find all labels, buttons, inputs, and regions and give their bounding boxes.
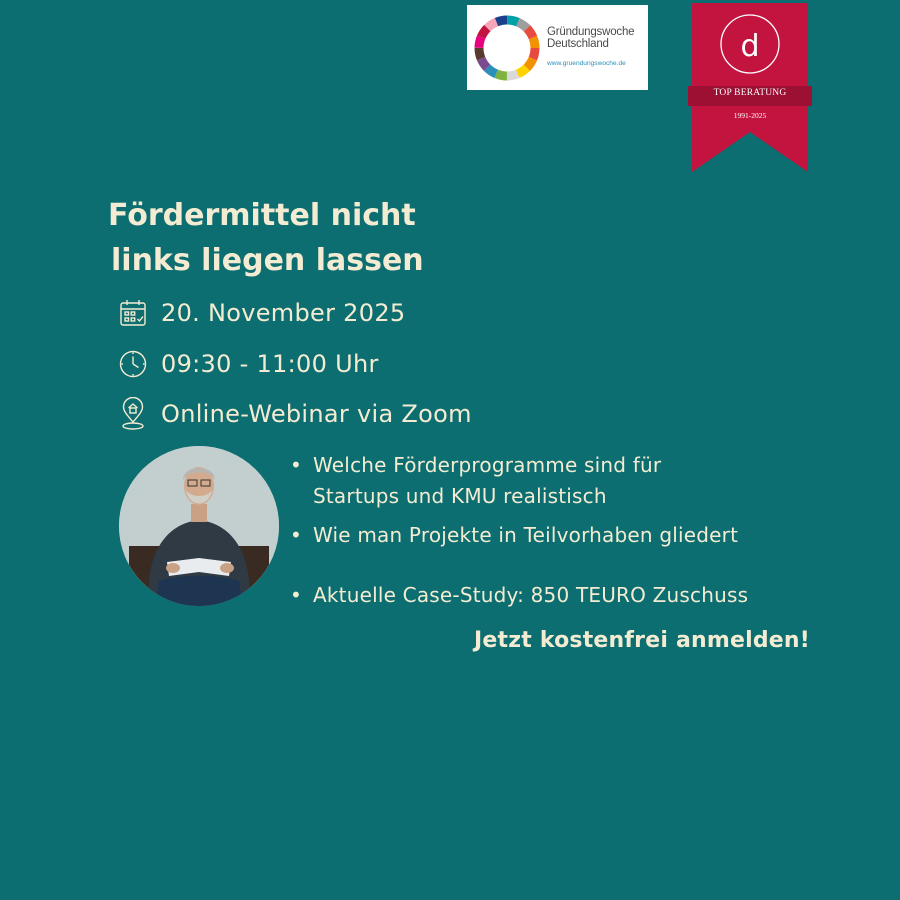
location-pin-icon	[118, 397, 148, 431]
gruendungswoche-name	[547, 26, 647, 50]
event-date-row	[118, 293, 405, 333]
clock-icon	[118, 349, 148, 379]
gruendungswoche-url[interactable]: www.gruendungswoche.de	[547, 60, 626, 67]
gruendungswoche-name-line2: Deutschland	[547, 38, 609, 50]
event-location: Online-Webinar via Zoom	[161, 400, 472, 428]
speaker-portrait	[119, 446, 279, 606]
headline-line2: links liegen lassen	[111, 243, 424, 278]
list-item	[290, 520, 830, 551]
bullet-icon: •	[290, 583, 302, 607]
headline-line1: Fördermittel nicht	[108, 198, 416, 233]
calendar-icon	[118, 298, 148, 328]
event-time: 09:30 - 11:00 Uhr	[161, 350, 379, 378]
list-item-text: Welche Förderprogramme sind für Startups und KMU realistisch	[313, 453, 662, 508]
list-item-text: Wie man Projekte in Teilvorhaben gliedert	[313, 523, 739, 547]
top-beratung-badge	[688, 0, 812, 176]
gruendungswoche-name-line1: Gründungswoche	[547, 26, 635, 38]
list-item-text: Aktuelle Case-Study: 850 TEURO Zuschuss	[313, 583, 749, 607]
badge-years: 1991-2025	[733, 111, 767, 120]
bullet-icon: •	[290, 523, 302, 547]
list-item	[290, 580, 830, 611]
event-location-row	[118, 394, 472, 434]
badge-letter: d	[740, 29, 760, 64]
headline	[108, 193, 424, 283]
gruendungswoche-ring-icon	[473, 14, 541, 82]
list-item	[290, 450, 830, 512]
event-date: 20. November 2025	[161, 299, 406, 327]
gruendungswoche-logo	[467, 5, 648, 90]
badge-label: TOP BERATUNG	[713, 88, 787, 98]
event-time-row	[118, 344, 379, 384]
register-cta[interactable]: Jetzt kostenfrei anmelden!	[474, 628, 810, 653]
speaker-photo	[119, 446, 279, 606]
bullet-icon: •	[290, 453, 302, 477]
